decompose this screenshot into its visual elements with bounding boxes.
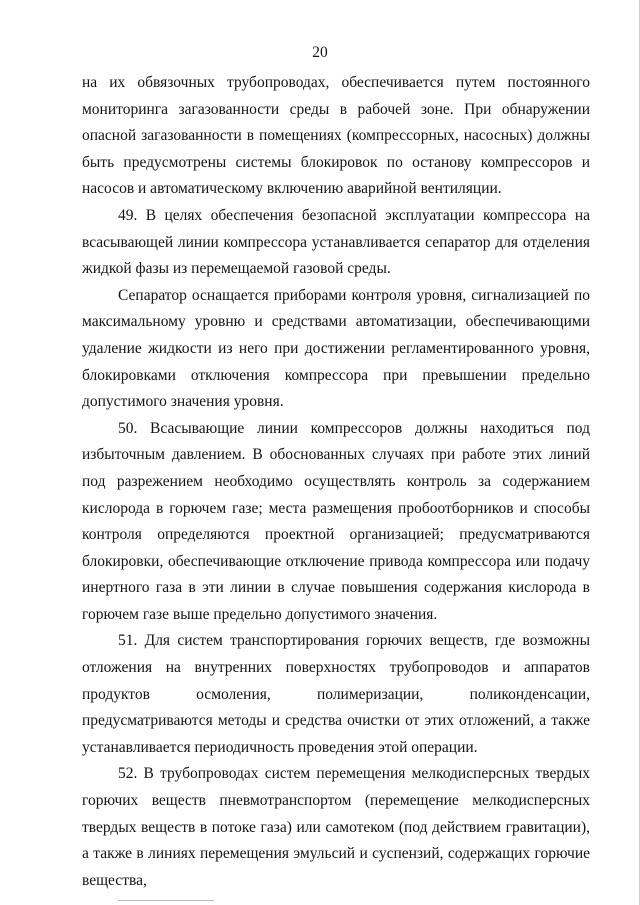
paragraph-49-separator: Сепаратор оснащается приборами контроля уровня, сигнализацией по максимальному уровню и средствами автоматизации, обеспечивающими удаление жидкости из него при достижении регламентированного уровня, блокировками отключения компрессора при превышении предельно допустимого значения уровня.	[82, 286, 590, 411]
paragraph-49: 49. В целях обеспечения безопасной эксплуатации компрессора на всасывающей линии компрессора устанавливается сепаратор для отделения жидкой фазы из перемещаемой газовой среды.	[82, 206, 590, 278]
document-body	[82, 70, 590, 894]
paragraph-52: 52. В трубопроводах систем перемещения мелкодисперсных твердых горючих веществ пневмотранспортом (перемещение мелкодисперсных твердых веществ в потоке газа) или самотеком (под действием гравитации), а также в линиях перемещения эмульсий и суспензий, содержащих горючие вещества,	[82, 765, 590, 889]
paragraph-continuation: на их обвязочных трубопроводах, обеспечивается путем постоянного мониторинга загазованности среды в рабочей зоне. При обнаружении опасной загазованности в помещениях (компрессорных, насосных) должны быть предусмотрены системы блокировок по останову компрессоров и насосов и автоматическому включению аварийной вентиляции.	[82, 74, 590, 198]
paragraph-50: 50. Всасывающие линии компрессоров должны находиться под избыточным давлением. В обоснованных случаях при работе этих линий под разрежением необходимо осуществлять контроль за содержанием кислорода в горючем газе; места размещения пробоотборников и способы контроля определяются проектной организацией; предусматриваются блокировки, обеспечивающие отключение привода компрессора или подачу инертного газа в эти линии в случае повышения содержания кислорода в горючем газе выше предельно допустимого значения.	[82, 419, 590, 623]
paragraph-51: 51. Для систем транспортирования горючих веществ, где возможны отложения на внутренних поверхностях трубопроводов и аппаратов продуктов осмоления, полимеризации, поликонденсации, предусматриваются методы и средства очистки от этих отложений, а также устанавливается периодичность проведения этой операции.	[82, 632, 590, 756]
page-number: 20	[312, 44, 328, 61]
scan-edge-mark	[118, 900, 214, 901]
